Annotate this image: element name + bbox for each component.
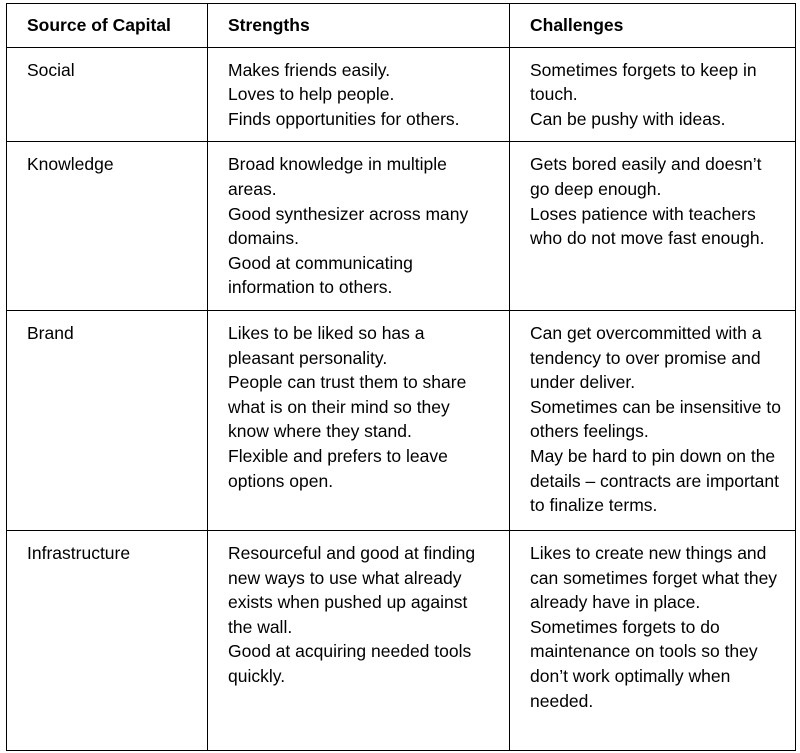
source-cell: Social bbox=[7, 47, 208, 142]
strength-item: People can trust them to share what is on their mind so they know where they stand. bbox=[228, 372, 467, 442]
challenges-cell bbox=[510, 47, 796, 142]
strength-item: Makes friends easily. bbox=[228, 59, 391, 80]
strength-item: Good synthesizer across many domains. bbox=[228, 203, 469, 249]
strength-item: Loves to help people. bbox=[228, 84, 395, 105]
header-source-of-capital: Source of Capital bbox=[7, 4, 208, 48]
strength-item: Good at communicating information to others. bbox=[228, 252, 413, 298]
header-strengths: Strengths bbox=[208, 4, 510, 48]
table-row-brand bbox=[7, 310, 796, 530]
table-row-infrastructure bbox=[7, 530, 796, 750]
table-header-row bbox=[7, 4, 796, 48]
source-cell: Knowledge bbox=[7, 142, 208, 311]
header-challenges: Challenges bbox=[510, 4, 796, 48]
challenge-item: Loses patience with teachers who do not move fast enough. bbox=[530, 203, 765, 249]
strengths-cell bbox=[208, 310, 510, 530]
challenge-item: Sometimes forgets to do maintenance on tools so they don’t work optimally when needed. bbox=[530, 616, 758, 711]
challenge-item: Can be pushy with ideas. bbox=[530, 108, 726, 129]
table-row-social bbox=[7, 47, 796, 142]
strengths-cell bbox=[208, 142, 510, 311]
challenges-cell bbox=[510, 530, 796, 750]
strengths-cell bbox=[208, 530, 510, 750]
strength-item: Likes to be liked so has a pleasant personality. bbox=[228, 322, 425, 368]
challenge-item: Likes to create new things and can sometimes forget what they already have in place. bbox=[530, 542, 778, 613]
challenge-item: Can get overcommitted with a tendency to over promise and under deliver. bbox=[530, 322, 762, 393]
challenge-item: May be hard to pin down on the details – contracts are important to finalize terms. bbox=[530, 445, 780, 516]
strength-item: Flexible and prefers to leave options open. bbox=[228, 445, 448, 491]
strength-item: Broad knowledge in multiple areas. bbox=[228, 154, 447, 199]
source-cell: Infrastructure bbox=[7, 530, 208, 750]
table-row-knowledge bbox=[7, 142, 796, 311]
strength-item: Resourceful and good at finding new ways to use what already exists when pushed up against the wall. bbox=[228, 542, 476, 637]
challenges-cell bbox=[510, 142, 796, 311]
strength-item: Good at acquiring needed tools quickly. bbox=[228, 641, 472, 686]
strengths-cell bbox=[208, 47, 510, 142]
challenges-cell bbox=[510, 310, 796, 530]
source-cell: Brand bbox=[7, 310, 208, 530]
challenge-item: Gets bored easily and doesn’t go deep enough. bbox=[530, 154, 762, 199]
strength-item: Finds opportunities for others. bbox=[228, 108, 460, 129]
challenge-item: Sometimes can be insensitive to others feelings. bbox=[530, 396, 781, 442]
challenge-item: Sometimes forgets to keep in touch. bbox=[530, 59, 757, 105]
capital-table bbox=[6, 3, 796, 751]
